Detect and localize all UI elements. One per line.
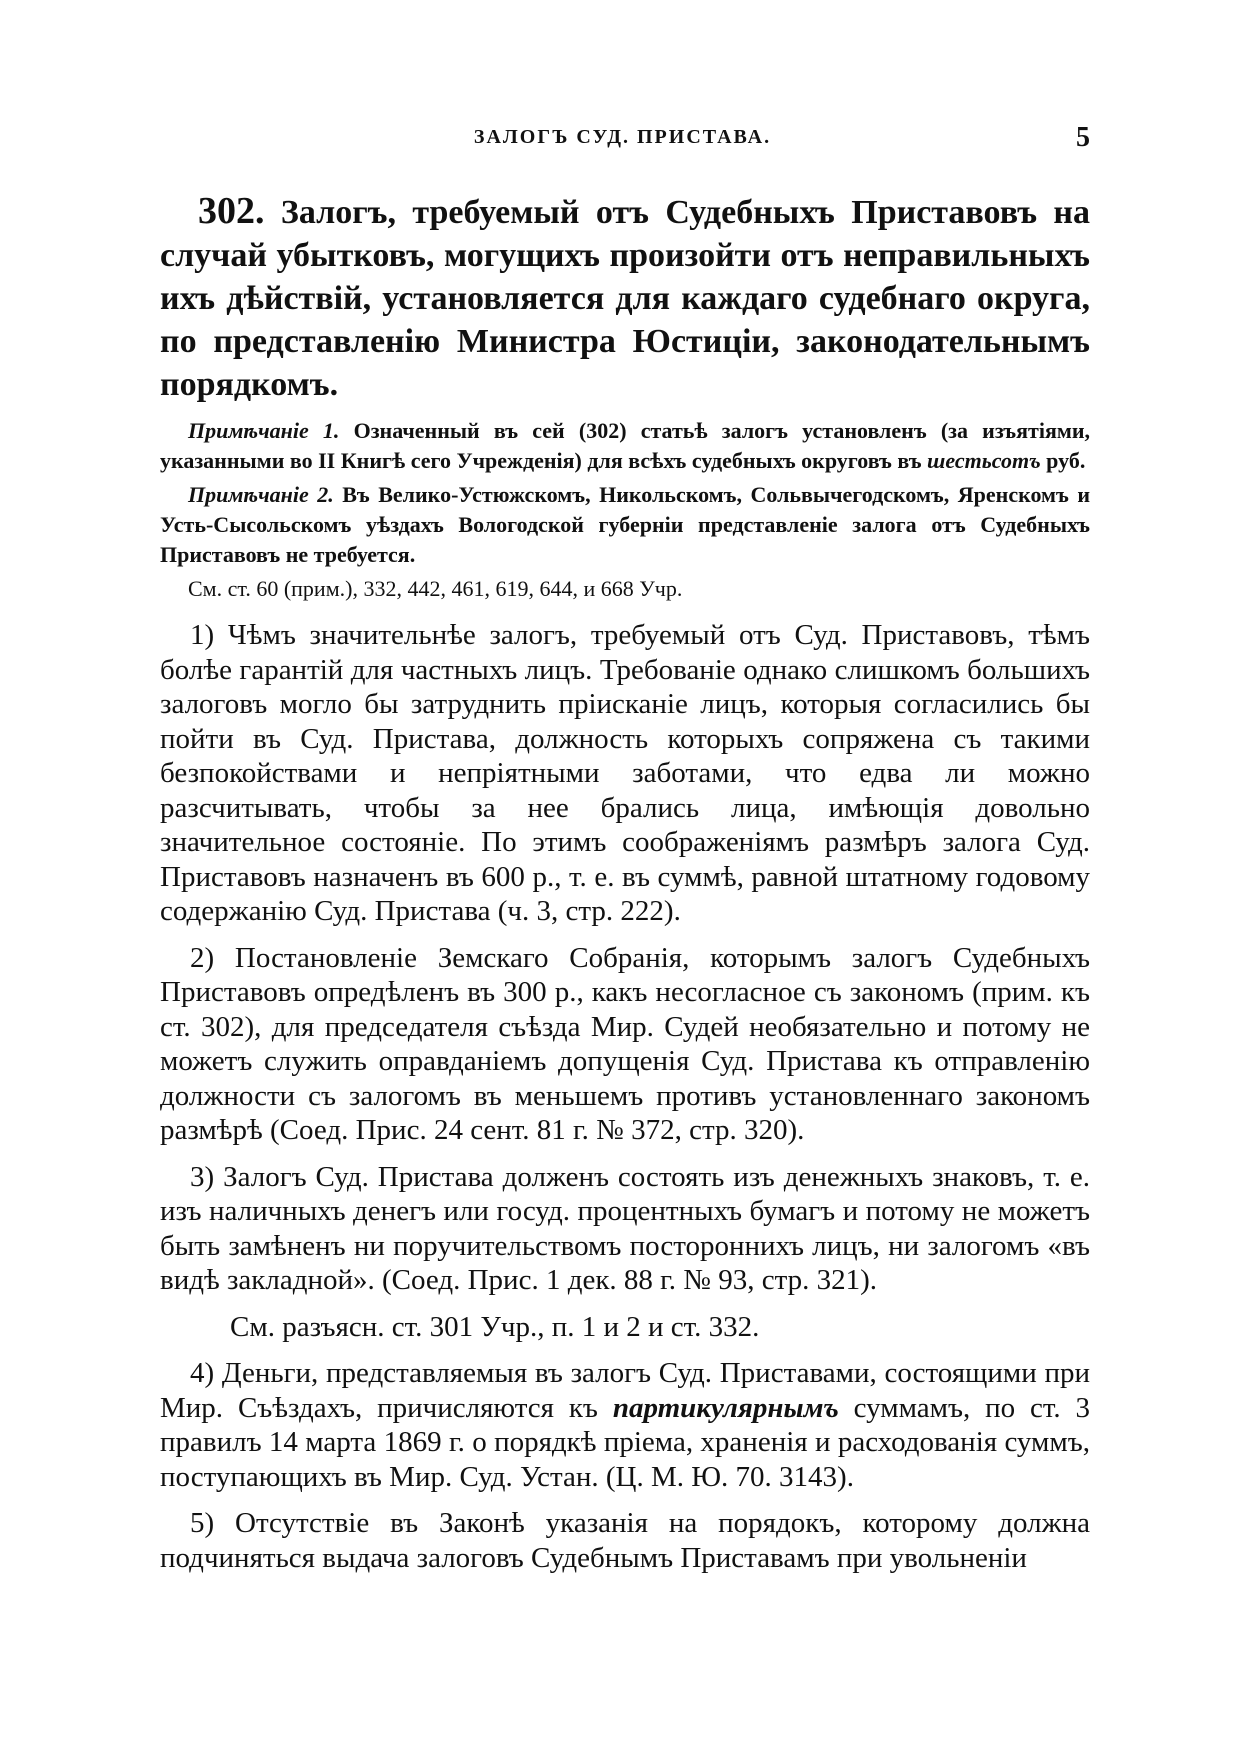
commentary-item-4-emphasis: партикулярнымъ — [612, 1391, 839, 1424]
commentary-item-4 — [160, 1356, 1090, 1494]
note-1 — [160, 416, 1090, 476]
article-text: Залогъ, требуемый отъ Судебныхъ Приставовъ на случай убытковъ, могущихъ произойти отъ неправильныхъ ихъ дѣйствій, установляется для каждаго судебнаго округа, по представленію Министра Юстиціи, законодательнымъ порядкомъ. — [160, 194, 1091, 403]
commentary-item-4-tail: суммамъ, по ст. 3 правилъ 14 марта 1869 г. о порядкѣ пріема, храненія и расходованія суммъ, поступающихъ въ Мир. Суд. Устан. (Ц. М. Ю. 70. 3143). — [160, 1391, 1091, 1493]
article-number: 302. — [198, 190, 265, 232]
commentary-item-4-text: 4) Деньги, представляемыя въ залогъ Суд. Приставами, состоящими при Мир. Съѣздахъ, причисляются къ — [160, 1357, 1090, 1424]
commentary-item-1: 1) Чѣмъ значительнѣе залогъ, требуемый отъ Суд. Приставовъ, тѣмъ болѣе гарантій для частныхъ лицъ. Требованіе однако слишкомъ большихъ залоговъ могло бы затруднить пріисканіе лицъ, которыя согласились бы пойти въ Суд. Пристава, должность которыхъ сопряжена съ такими безпокойствами и непріятными заботами, что едва ли можно разсчитывать, чтобы за нее брались лица, имѣющія довольно значительное состояніе. По этимъ соображеніямъ размѣръ залога Суд. Приставовъ назначенъ въ 600 р., т. е. въ суммѣ, равной штатному годовому содержанію Суд. Пристава (ч. 3, стр. 222). — [160, 619, 1090, 927]
commentary-item-2: 2) Постановленіе Земскаго Собранія, которымъ залогъ Судебныхъ Приставовъ опредѣленъ въ 300 р., какъ несогласное съ закономъ (прим. къ ст. 302), для председателя съѣзда Мир. Судей необязательно и потому не можетъ служить оправданіемъ допущенія Суд. Пристава къ отправленію должности съ залогомъ въ меньшемъ противъ установленнаго закономъ размѣрѣ (Соед. Прис. 24 сент. 81 г. № 372, стр. 320). — [160, 941, 1090, 1146]
note-1-emphasis: шестьсотъ — [927, 448, 1041, 473]
note-2-label: Примѣчаніе 2. — [188, 482, 334, 507]
note-2-text: Въ Велико-Устюжскомъ, Никольскомъ, Сольвычегодскомъ, Яренскомъ и Усть-Сысольскомъ уѣздахъ Вологодской губерніи представленіе залога отъ Судебныхъ Приставовъ не требуется. — [160, 482, 1091, 567]
running-head — [155, 122, 1090, 166]
note-1-tail: руб. — [1046, 448, 1086, 473]
running-title: ЗАЛОГЪ СУД. ПРИСТАВА. — [473, 126, 772, 148]
commentary-item-3: 3) Залогъ Суд. Пристава долженъ состоять изъ денежныхъ знаковъ, т. е. изъ наличныхъ денегъ или госуд. процентныхъ бумагъ и потому не можетъ быть замѣненъ ни поручительствомъ постороннихъ лицъ, ни залогомъ «въ видѣ закладной». (Соед. Прис. 1 дек. 88 г. № 93, стр. 321). — [160, 1160, 1090, 1296]
note-1-text: Означенный въ сей (302) статьѣ залогъ установленъ (за изъятіями, указанными во II Книгѣ сего Учрежденія) для всѣхъ судебныхъ округовъ въ — [160, 418, 1091, 473]
article-reference: См. ст. 60 (прим.), 332, 442, 461, 619, 644, и 668 Учр. — [188, 576, 683, 601]
commentary-item-5: 5) Отсутствіе въ Законѣ указанія на порядокъ, которому должна подчиняться выдача залоговъ Судебнымъ Приставамъ при увольненіи — [160, 1507, 1090, 1574]
commentary-crossref: См. разъясн. ст. 301 Учр., п. 1 и 2 и ст. 332. — [230, 1310, 760, 1343]
note-1-label: Примѣчаніе 1. — [188, 418, 340, 443]
article-302 — [160, 190, 1090, 406]
note-2 — [160, 480, 1090, 570]
page-number: 5 — [1076, 122, 1090, 153]
page-body — [160, 190, 1090, 1587]
